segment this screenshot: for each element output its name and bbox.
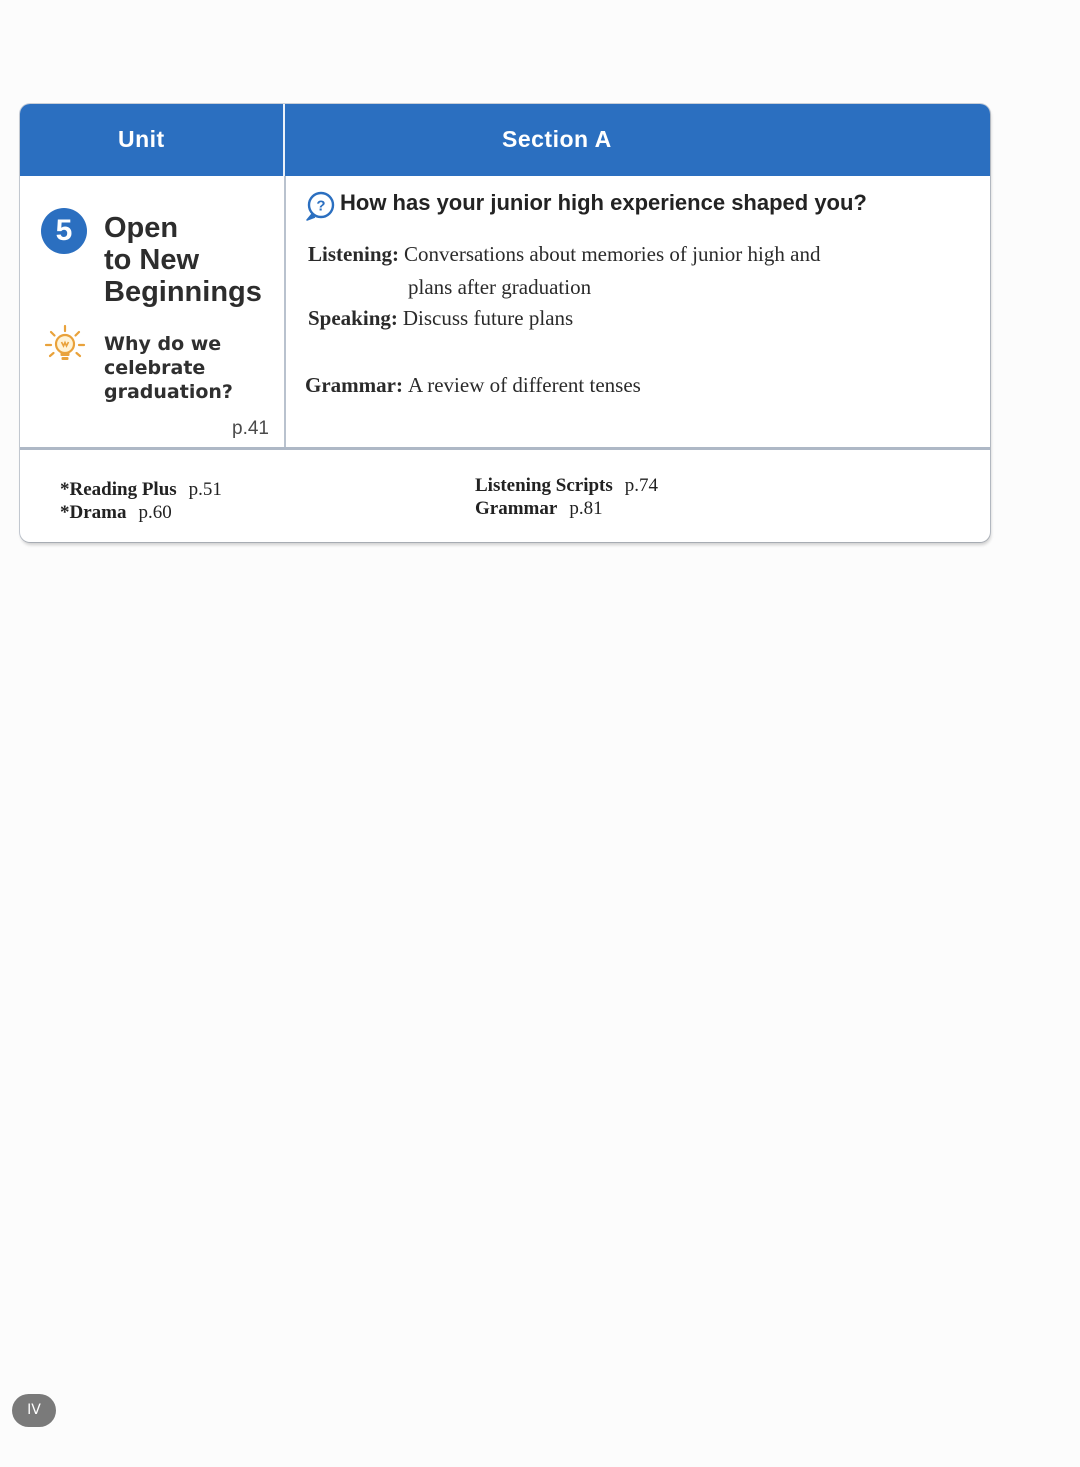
listening-scripts-label: Listening Scripts xyxy=(475,475,613,496)
speaking-line xyxy=(308,306,573,331)
reading-plus-page: p.51 xyxy=(188,479,222,500)
unit-question-line: Why do we xyxy=(104,333,222,355)
table-of-contents-card xyxy=(20,104,990,542)
section-a-question: How has your junior high experience shaped you? xyxy=(340,190,867,215)
unit-title-line: Beginnings xyxy=(104,276,262,308)
unit-title-line: to New xyxy=(104,244,200,276)
grammar-line xyxy=(305,373,641,398)
unit-question-line: celebrate xyxy=(104,357,206,379)
listening-scripts-page: p.74 xyxy=(624,475,659,496)
speaking-text: Discuss future plans xyxy=(402,306,574,330)
unit-title-line: Open xyxy=(104,212,179,244)
unit-big-question xyxy=(104,332,274,404)
unit-page-number[interactable]: p.41 xyxy=(232,418,269,439)
drama-page: p.60 xyxy=(138,502,172,523)
unit-question-line: graduation? xyxy=(104,381,233,403)
listening-line xyxy=(308,242,820,267)
svg-text:?: ? xyxy=(316,197,326,215)
row-divider xyxy=(20,447,990,450)
drama-entry[interactable] xyxy=(60,501,172,524)
question-icon xyxy=(304,190,336,222)
grammar-label: Grammar: xyxy=(305,373,403,397)
grammar-text: A review of different tenses xyxy=(407,373,641,397)
unit-title[interactable] xyxy=(104,212,279,308)
reading-plus-label: *Reading Plus xyxy=(60,479,177,500)
header-divider xyxy=(283,104,285,176)
listening-label: Listening: xyxy=(308,242,400,266)
listening-scripts-entry[interactable] xyxy=(475,474,658,497)
page-number-badge: IV xyxy=(12,1394,56,1427)
drama-label: *Drama xyxy=(60,502,127,523)
unit-column-header: Unit xyxy=(118,126,165,152)
listening-text: Conversations about memories of junior high and xyxy=(404,242,821,266)
reading-plus-entry[interactable] xyxy=(60,478,222,501)
unit-number-badge: 5 xyxy=(41,208,87,254)
lightbulb-icon xyxy=(44,324,86,366)
grammar-appendix-entry[interactable] xyxy=(475,497,603,520)
listening-text-continued: plans after graduation xyxy=(408,275,592,299)
speaking-label: Speaking: xyxy=(308,306,398,330)
column-divider xyxy=(284,176,286,448)
grammar-appendix-label: Grammar xyxy=(475,498,558,519)
section-a-column-header: Section A xyxy=(502,126,612,152)
table-header xyxy=(20,104,990,176)
grammar-appendix-page: p.81 xyxy=(569,498,603,519)
